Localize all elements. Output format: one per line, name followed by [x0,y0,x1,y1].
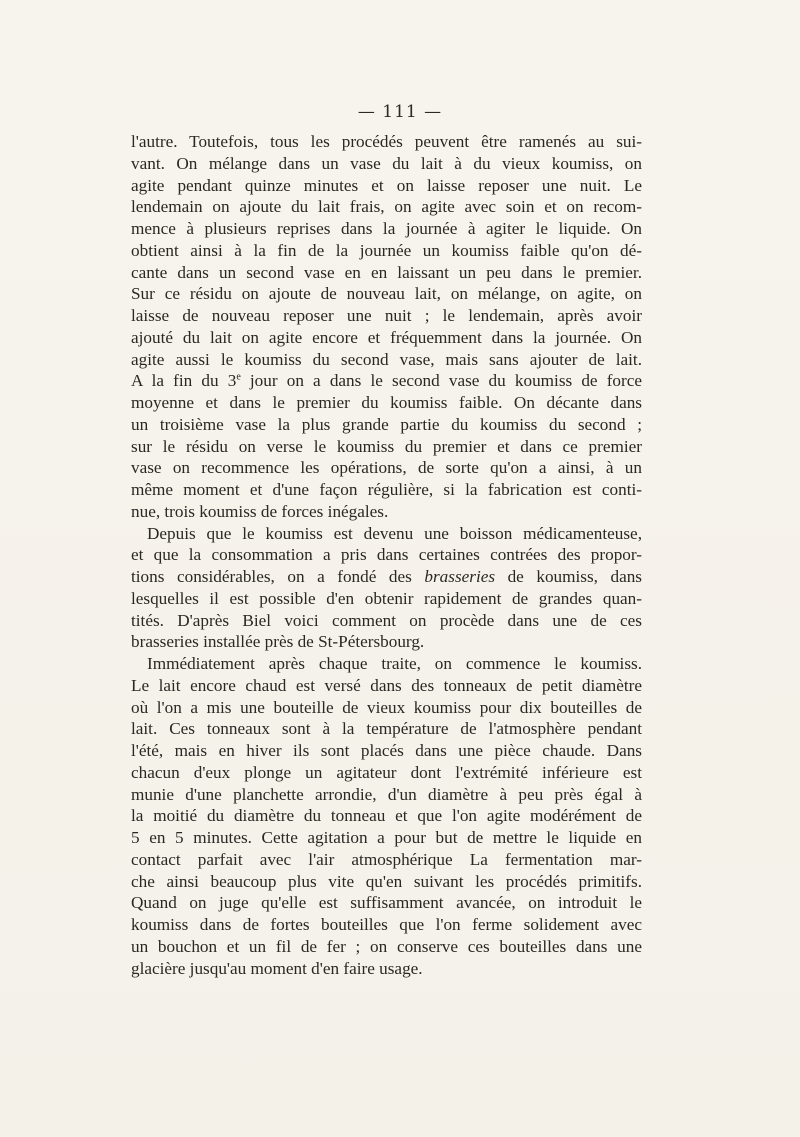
text-line: et que la consommation a pris dans certaines contrées des propor- [131,545,642,565]
text-line: la moitié du diamètre du tonneau et que l'on agite modérément de [131,806,642,826]
text-line: où l'on a mis une bouteille de vieux koumiss pour dix bouteilles de [131,697,642,717]
text-line: sur le résidu on verse le koumiss du premier et dans ce premier [131,436,642,456]
text-line: chacun d'eux plonge un agitateur dont l'extrémité inférieure est [131,762,642,782]
text-line: munie d'une planchette arrondie, d'un diamètre à peu près égal à [131,784,642,804]
text-line: tions considérables, on a fondé des brasseries de koumiss, dans [131,567,642,586]
text-line: l'été, mais en hiver ils sont placés dans une pièce chaude. Dans [131,741,642,760]
text-line: vase on recommence les opérations, de sorte qu'on a ainsi, à un [131,458,642,478]
text-line: cante dans un second vase en en laissant un peu dans le premier. [131,262,642,282]
text-line: un bouchon et un fil de fer ; on conserve ces bouteilles dans une [131,936,642,956]
text-line: même moment et d'une façon régulière, si la fabrication est conti- [131,480,642,499]
text-line: glacière jusqu'au moment d'en faire usage. [131,958,423,978]
text-line: A la fin du 3e jour on a dans le second vase du koumiss de force [131,371,642,391]
text-line: l'autre. Toutefois, tous les procédés peuvent être ramenés au sui- [131,132,642,151]
text-line: lait. Ces tonneaux sont à la température de l'atmosphère pendant [131,719,642,739]
text-line: che ainsi beaucoup plus vite qu'en suivant les procédés primitifs. [131,871,642,891]
page-number: — 111 — [357,102,443,122]
text-line: laisse de nouveau reposer une nuit ; le lendemain, après avoir [131,306,642,325]
text-line: brasseries installée près de St-Pétersbourg. [131,632,425,652]
text-line: un troisième vase la plus grande partie du koumiss du second ; [131,414,642,434]
text-line: agite pendant quinze minutes et on laisse reposer une nuit. Le [131,175,642,195]
text-line: koumiss dans de fortes bouteilles que l'on ferme solidement avec [131,915,642,934]
text-line: 5 en 5 minutes. Cette agitation a pour but de mettre le liquide en [131,828,642,847]
text-line: nue, trois koumiss de forces inégales. [131,501,389,521]
text-line: lesquelles il est possible d'en obtenir rapidement de grandes quan- [131,588,642,608]
text-line: Sur ce résidu on ajoute de nouveau lait, on mélange, on agite, on [131,284,642,304]
text-line: Quand on juge qu'elle est suffisamment avancée, on introduit le [131,893,642,913]
body-text [131,131,642,979]
text-line: moyenne et dans le premier du koumiss faible. On décante dans [131,393,642,412]
text-line: lendemain on ajoute du lait frais, on agite avec soin et on recom- [131,197,642,217]
text-line: tités. D'après Biel voici comment on procède dans une de ces [131,610,642,630]
text-line: obtient ainsi à la fin de la journée un koumiss faible qu'on dé- [131,240,642,260]
text-line: Immédiatement après chaque traite, on commence le koumiss. [147,654,642,673]
text-line: contact parfait avec l'air atmosphérique La fermentation mar- [131,849,642,869]
text-line: Depuis que le koumiss est devenu une boisson médicamenteuse, [147,523,642,543]
text-line: Le lait encore chaud est versé dans des tonneaux de petit diamètre [131,675,642,695]
text-line: vant. On mélange dans un vase du lait à du vieux koumiss, on [131,153,642,173]
text-line: mence à plusieurs reprises dans la journée à agiter le liquide. On [131,219,642,238]
text-line: ajouté du lait on agite encore et fréquemment dans la journée. On [131,327,642,347]
text-line: agite aussi le koumiss du second vase, mais sans ajouter de lait. [131,349,642,369]
